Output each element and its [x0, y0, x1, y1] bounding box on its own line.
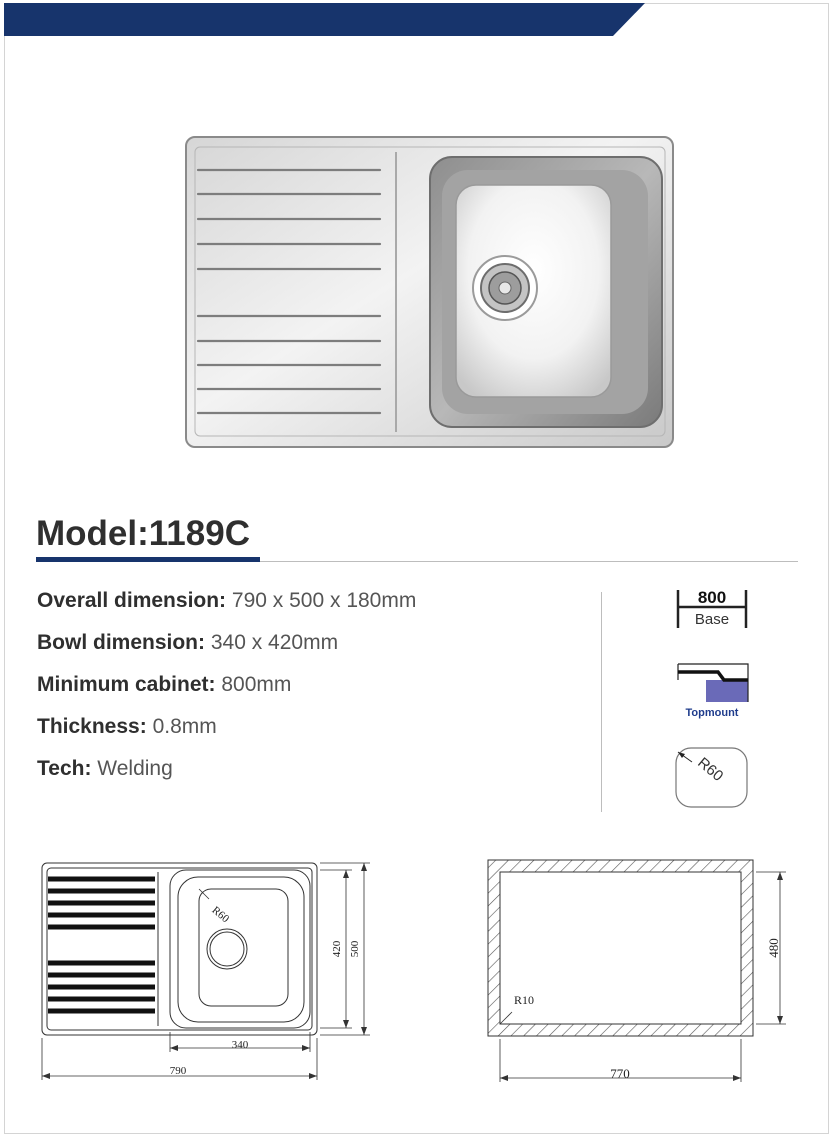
cabinet-base-icon [674, 586, 752, 632]
spec-label: Overall dimension: [37, 589, 227, 612]
spec-label: Bowl dimension: [37, 631, 205, 654]
cutout-radius-label: R10 [514, 993, 535, 1007]
spec-value: 0.8mm [152, 715, 217, 738]
cutout-template-drawing [478, 852, 798, 1092]
spec-tech [37, 754, 416, 796]
bowl-radius-label: R60 [209, 904, 232, 926]
spec-value: Welding [97, 757, 173, 780]
dim-overall-width: 790 [169, 1065, 187, 1077]
model-title [36, 514, 250, 554]
spec-label: Tech: [37, 757, 92, 780]
spec-minimum-cabinet [37, 670, 416, 712]
spec-overall-dimension [37, 586, 416, 628]
spec-list [37, 586, 416, 796]
topmount-icon [672, 660, 754, 724]
base-label: Base [694, 611, 730, 628]
radius-label: R60 [694, 754, 727, 785]
corner-radius-icon [674, 746, 750, 810]
base-number: 800 [697, 588, 727, 607]
sink-top-view-drawing [30, 856, 380, 1096]
cutout-dim-height: 480 [766, 938, 781, 958]
header-band [0, 0, 833, 40]
dim-bowl-height: 420 [331, 940, 343, 958]
model-number: 1189C [148, 514, 250, 553]
sink-product-photo [180, 130, 680, 452]
spec-divider [601, 592, 602, 812]
model-label: Model: [36, 514, 149, 553]
dim-overall-height: 500 [349, 940, 361, 958]
cutout-dim-width: 770 [610, 1066, 630, 1081]
spec-value: 800mm [221, 673, 292, 696]
topmount-label: Topmount [685, 707, 739, 719]
spec-thickness [37, 712, 416, 754]
title-accent-bar [36, 557, 260, 562]
spec-label: Minimum cabinet: [37, 673, 216, 696]
spec-label: Thickness: [37, 715, 147, 738]
dim-bowl-width: 340 [231, 1039, 249, 1051]
spec-value: 790 x 500 x 180mm [231, 589, 417, 612]
spec-bowl-dimension [37, 628, 416, 670]
spec-value: 340 x 420mm [210, 631, 339, 654]
